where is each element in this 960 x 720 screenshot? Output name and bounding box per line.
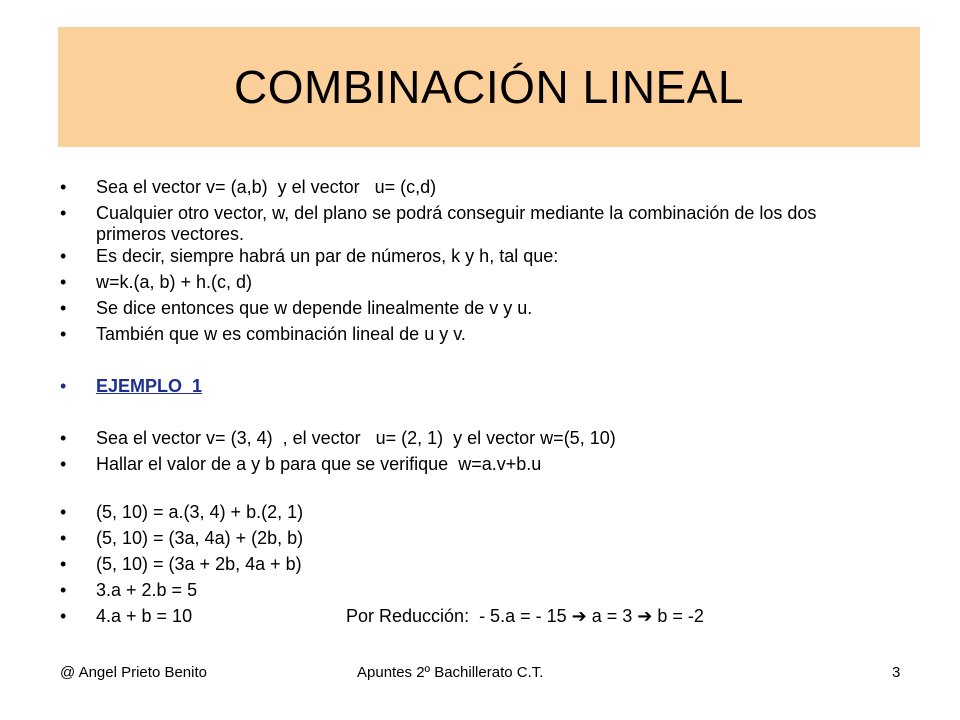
list-item bbox=[60, 246, 890, 267]
list-item bbox=[60, 606, 890, 627]
list-item bbox=[60, 272, 890, 293]
result-b: b = -2 bbox=[652, 606, 704, 626]
page-title: COMBINACIÓN LINEAL bbox=[234, 61, 744, 113]
list-item-text: (5, 10) = (3a + 2b, 4a + b) bbox=[96, 554, 302, 574]
result-a: a = 3 bbox=[586, 606, 638, 626]
bullet-icon: • bbox=[60, 606, 67, 626]
bullet-icon: • bbox=[60, 528, 67, 548]
list-item-text: Hallar el valor de a y b para que se verifique w=a.v+b.u bbox=[96, 454, 542, 474]
bullet-icon: • bbox=[60, 454, 67, 474]
list-item bbox=[60, 324, 890, 345]
list-item bbox=[60, 554, 890, 575]
list-item-text: Sea el vector v= (a,b) y el vector u= (c,d) bbox=[96, 177, 437, 197]
example-1-link[interactable]: EJEMPLO 1 bbox=[96, 376, 203, 396]
bullet-icon: • bbox=[60, 554, 67, 574]
list-item bbox=[60, 203, 890, 245]
list-item bbox=[60, 177, 890, 198]
list-item-text: También que w es combinación lineal de u y v. bbox=[96, 324, 466, 344]
list-item bbox=[60, 454, 890, 475]
list-item bbox=[60, 580, 890, 601]
bullet-icon: • bbox=[60, 580, 67, 600]
list-item-text bbox=[96, 606, 890, 627]
list-item-text: 3.a + 2.b = 5 bbox=[96, 580, 198, 600]
bullet-icon: • bbox=[60, 177, 67, 197]
list-item bbox=[60, 528, 890, 549]
list-item bbox=[60, 298, 890, 319]
footer-page-number: 3 bbox=[892, 664, 901, 681]
list-item-text: (5, 10) = a.(3, 4) + b.(2, 1) bbox=[96, 502, 304, 522]
bullet-icon: • bbox=[60, 324, 67, 344]
reduction-step: Por Reducción: - 5.a = - 15 bbox=[346, 606, 572, 626]
list-item-text: Se dice entonces que w depende linealmente de v y u. bbox=[96, 298, 533, 318]
bullet-icon: • bbox=[60, 203, 67, 223]
footer-author: @ Angel Prieto Benito bbox=[60, 664, 207, 681]
arrow-right-icon: ➔ bbox=[571, 606, 587, 627]
list-item-text: w=k.(a, b) + h.(c, d) bbox=[96, 272, 253, 292]
bullet-icon: • bbox=[60, 272, 67, 292]
list-item-text: Cualquier otro vector, w, del plano se podrá conseguir mediante la combinación de los dos primeros vectores. bbox=[96, 203, 817, 244]
list-item-text: (5, 10) = (3a, 4a) + (2b, b) bbox=[96, 528, 304, 548]
bullet-icon: • bbox=[60, 428, 67, 448]
list-item bbox=[60, 376, 890, 397]
list-item bbox=[60, 428, 890, 449]
list-item-text: Es decir, siempre habrá un par de números, k y h, tal que: bbox=[96, 246, 559, 266]
bullet-icon: • bbox=[60, 298, 67, 318]
title-banner bbox=[58, 27, 920, 147]
bullet-icon: • bbox=[60, 246, 67, 266]
bullet-icon: • bbox=[60, 376, 67, 396]
list-item bbox=[60, 502, 890, 523]
bullet-icon: • bbox=[60, 502, 67, 522]
footer-course: Apuntes 2º Bachillerato C.T. bbox=[357, 664, 544, 681]
list-item-text: Sea el vector v= (3, 4) , el vector u= (2, 1) y el vector w=(5, 10) bbox=[96, 428, 616, 448]
arrow-right-icon: ➔ bbox=[637, 606, 653, 627]
equation-left: 4.a + b = 10 bbox=[96, 606, 193, 626]
